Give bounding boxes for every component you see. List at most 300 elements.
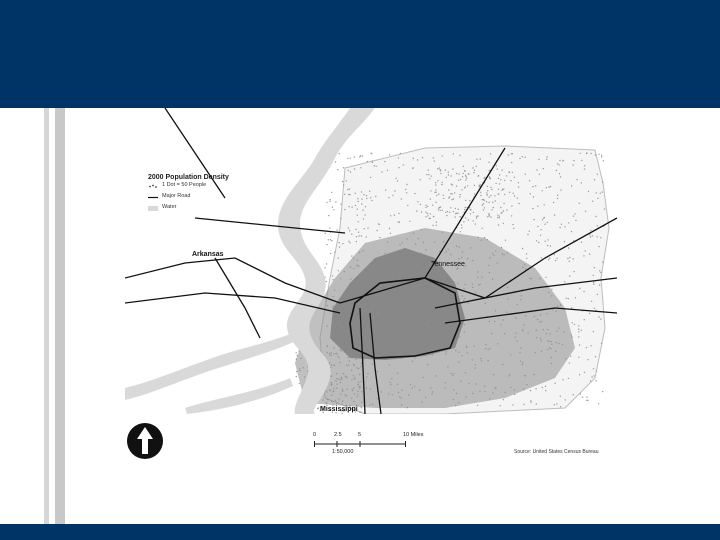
population-dot [437,180,438,181]
population-dot [566,298,567,299]
population-dot [329,201,330,202]
population-dot [571,307,572,308]
population-dot [547,245,548,246]
population-dot [590,236,591,237]
population-dot [551,289,552,290]
population-dot [598,316,599,317]
population-dot [567,258,568,259]
population-dot [433,157,434,158]
population-dot [578,331,579,332]
population-dot [465,176,466,177]
population-dot [568,222,569,223]
population-dot [504,180,505,181]
population-dot [533,219,534,220]
population-dot [349,188,350,189]
population-dot [347,189,348,190]
population-dot [569,362,570,363]
population-dot [338,257,339,258]
legend-item-water [148,203,266,214]
population-dot [357,209,358,210]
population-dot [511,162,512,163]
population-dot [555,260,556,261]
population-dot [473,212,474,213]
population-dot [442,182,443,183]
population-dot [365,206,366,207]
population-dot [398,157,399,158]
population-dot [569,261,570,262]
population-dot [530,193,531,194]
population-dot [458,173,459,174]
population-dot [597,294,598,295]
population-dot [395,178,396,179]
label-arkansas: Arkansas [192,251,224,258]
population-dot [499,183,500,184]
population-dot [542,190,543,191]
population-dot [535,185,536,186]
population-dot [584,319,585,320]
population-dot [379,237,380,238]
population-dot [428,169,429,170]
population-dot [392,195,393,196]
population-dot [513,228,514,229]
population-dot [581,160,582,161]
population-dot [442,210,443,211]
population-dot [331,192,332,193]
population-dot [536,403,537,404]
population-dot [572,164,573,165]
population-dot [440,206,441,207]
population-dot [578,357,579,358]
population-dot [448,197,449,198]
population-dot [348,206,349,207]
population-dot [546,156,547,157]
population-dot [546,159,547,160]
population-dot [491,189,492,190]
population-dot [560,396,561,397]
population-dot [344,194,345,195]
population-dot [522,248,523,249]
population-dot [435,182,436,183]
population-dot [584,165,585,166]
population-dot [594,308,595,309]
population-dot [374,165,375,166]
population-dot [456,186,457,187]
population-dot [401,198,402,199]
population-dot [537,206,538,207]
population-dot [587,400,588,401]
population-dot [433,216,434,217]
population-dot [430,198,431,199]
population-dot [332,275,333,276]
population-dot [477,405,478,406]
population-dot [390,215,391,216]
population-dot [500,207,501,208]
population-dot [376,166,377,167]
population-dot [349,158,350,159]
population-dot [593,282,594,283]
population-dot [555,383,556,384]
population-dot [299,383,300,384]
population-dot [588,191,589,192]
population-dot [519,158,520,159]
population-dot [584,372,585,373]
population-dot [445,169,446,170]
legend-title: 2000 Population Density [148,174,229,181]
population-dot [448,189,449,190]
population-dot [500,405,501,406]
population-dot [425,205,426,206]
population-dot [523,404,524,405]
population-dot [361,407,362,408]
population-dot [360,155,361,156]
population-dot [557,163,558,164]
population-dot [464,187,465,188]
population-dot [601,156,602,157]
population-dot [499,216,500,217]
population-dot [339,153,340,154]
population-dot [339,246,340,247]
population-dot [474,185,475,186]
population-dot [602,182,603,183]
population-dot [358,232,359,233]
population-dot [417,201,418,202]
legend-label-dots: 1 Dot = 50 People [162,182,207,188]
population-dot [559,227,560,228]
population-dot [330,239,331,240]
population-dot [573,271,574,272]
population-dot [498,224,499,225]
population-dot [595,356,596,357]
population-dot [537,226,538,227]
population-density-map [125,108,617,414]
population-dot [371,200,372,201]
population-dot [370,197,371,198]
population-dot [461,227,462,228]
population-dot [432,225,433,226]
population-dot [360,412,361,413]
population-dot [600,272,601,273]
population-dot [460,179,461,180]
population-dot [464,209,465,210]
population-dot [385,189,386,190]
population-dot [536,169,537,170]
population-dot [361,203,362,204]
population-dot [397,180,398,181]
population-dot [562,160,563,161]
population-dot [351,206,352,207]
population-dot [465,175,466,176]
population-dot [451,199,452,200]
population-dot [545,390,546,391]
population-dot [595,216,596,217]
population-dot [569,257,570,258]
population-dot [597,236,598,237]
population-dot [460,231,461,232]
population-dot [357,198,358,199]
population-dot [490,195,491,196]
population-dot [488,202,489,203]
population-dot [381,171,382,172]
population-dot [448,174,449,175]
population-dot [438,193,439,194]
population-dot [488,215,489,216]
population-dot [413,158,414,159]
label-tennessee: Tennessee [431,261,465,268]
population-dot [369,191,370,192]
population-dot [597,225,598,226]
population-dot [434,160,435,161]
population-dot [453,198,454,199]
population-dot [326,263,327,264]
population-dot [508,154,509,155]
population-dot [436,221,437,222]
population-dot [435,184,436,185]
population-dot [362,156,363,157]
population-dot [544,217,545,218]
population-dot [440,169,441,170]
population-dot [570,356,571,357]
population-dot [338,270,339,271]
population-dot [430,190,431,191]
population-dot [548,187,549,188]
population-dot [389,228,390,229]
dot-icon [148,184,158,189]
population-dot [590,230,591,231]
population-dot [476,166,477,167]
population-dot [326,281,327,282]
population-dot [562,379,563,380]
population-dot [539,174,540,175]
population-dot [336,229,337,230]
population-dot [361,191,362,192]
population-dot [498,194,499,195]
population-dot [514,177,515,178]
population-dot [556,258,557,259]
population-dot [436,195,437,196]
population-dot [370,177,371,178]
population-dot [600,318,601,319]
population-dot [560,406,561,407]
population-dot [495,183,496,184]
population-dot [487,216,488,217]
population-dot [318,407,319,408]
population-dot [575,297,576,298]
population-dot [559,173,560,174]
population-dot [530,390,531,391]
population-dot [348,241,349,242]
population-dot [596,192,597,193]
population-dot [541,257,542,258]
legend-label-road: Major Road [162,193,191,199]
population-dot [497,168,498,169]
population-dot [384,161,385,162]
population-dot [332,207,333,208]
population-dot [435,189,436,190]
population-dot [334,252,335,253]
population-dot [450,193,451,194]
population-dot [580,393,581,394]
population-dot [590,153,591,154]
population-dot [511,153,512,154]
population-dot [356,241,357,242]
population-dot [581,330,582,331]
population-dot [503,210,504,211]
population-dot [483,203,484,204]
population-dot [578,336,579,337]
population-dot [425,212,426,213]
header-bar [0,0,720,108]
population-dot [438,209,439,210]
population-dot [459,216,460,217]
population-dot [560,189,561,190]
population-dot [568,378,569,379]
population-dot [593,375,594,376]
population-dot [405,189,406,190]
population-dot [598,246,599,247]
population-dot [489,170,490,171]
population-dot [478,175,479,176]
population-dot [355,205,356,206]
population-dot [538,242,539,243]
population-dot [358,201,359,202]
population-dot [420,204,421,205]
population-dot [449,212,450,213]
population-dot [550,245,551,246]
population-dot [532,208,533,209]
population-dot [465,207,466,208]
population-dot [372,162,373,163]
population-dot [542,219,543,220]
population-dot [375,196,376,197]
population-dot [437,168,438,169]
population-dot [535,388,536,389]
population-dot [573,215,574,216]
scale-line [314,440,410,448]
population-dot [575,220,576,221]
population-dot [522,156,523,157]
population-dot [403,164,404,165]
population-dot [504,194,505,195]
population-dot [509,192,510,193]
population-dot [463,166,464,167]
scale-tick-1: 2.5 [334,432,342,438]
population-dot [409,221,410,222]
population-dot [438,207,439,208]
population-dot [574,324,575,325]
population-dot [427,213,428,214]
population-dot [414,193,415,194]
population-dot [538,159,539,160]
population-dot [492,202,493,203]
population-dot [363,194,364,195]
map-legend [148,174,266,214]
population-dot [446,177,447,178]
population-dot [464,170,465,171]
population-dot [529,180,530,181]
population-dot [337,169,338,170]
footer-bar [0,524,720,540]
population-dot [565,399,566,400]
population-dot [340,218,341,219]
population-dot [512,404,513,405]
population-dot [511,205,512,206]
population-dot [597,198,598,199]
population-dot [573,160,574,161]
population-dot [602,191,603,192]
population-dot [394,190,395,191]
population-dot [604,208,605,209]
population-dot [328,215,329,216]
population-dot [326,202,327,203]
population-dot [443,195,444,196]
population-dot [388,197,389,198]
population-dot [527,234,528,235]
population-dot [363,218,364,219]
population-dot [510,180,511,181]
population-dot [578,329,579,330]
population-dot [496,165,497,166]
population-dot [463,221,464,222]
map-canvas [125,108,617,414]
population-dot [559,160,560,161]
population-dot [593,368,594,369]
population-dot [509,171,510,172]
population-dot [497,215,498,216]
population-dot [413,167,414,168]
population-dot [349,242,350,243]
population-dot [593,331,594,332]
population-dot [458,180,459,181]
population-dot [547,222,548,223]
population-dot [467,185,468,186]
population-dot [592,201,593,202]
population-dot [398,213,399,214]
population-dot [477,215,478,216]
population-dot [590,345,591,346]
population-dot [455,208,456,209]
population-dot [554,404,555,405]
population-dot [513,193,514,194]
population-dot [594,179,595,180]
population-dot [542,387,543,388]
population-dot [406,192,407,193]
population-dot [583,255,584,256]
population-dot [366,195,367,196]
population-dot [544,224,545,225]
population-dot [499,217,500,218]
population-dot [340,204,341,205]
population-dot [470,213,471,214]
population-dot [581,182,582,183]
population-dot [324,267,325,268]
population-dot [473,172,474,173]
population-dot [463,173,464,174]
population-dot [545,277,546,278]
population-dot [500,179,501,180]
population-dot [486,192,487,193]
population-dot [591,301,592,302]
population-dot [560,176,561,177]
population-dot [586,347,587,348]
population-dot [350,171,351,172]
population-dot [490,187,491,188]
population-dot [448,172,449,173]
population-dot [435,202,436,203]
population-dot [474,170,475,171]
population-dot [430,213,431,214]
population-dot [587,359,588,360]
population-dot [453,211,454,212]
